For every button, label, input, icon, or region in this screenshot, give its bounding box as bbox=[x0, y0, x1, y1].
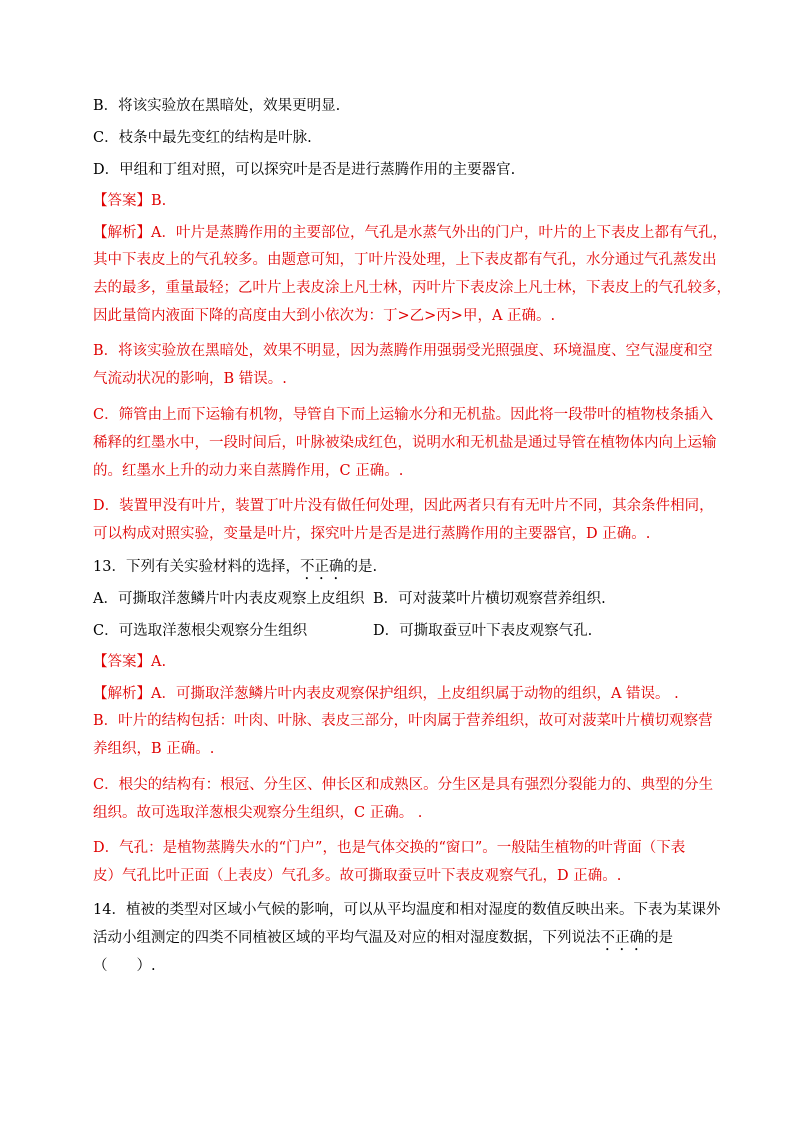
q13-analysis-line: D．气孔：是植物蒸腾失水的“门户”，也是气体交换的“窗口”。一般陆生植物的叶背面（下表 bbox=[93, 840, 686, 856]
q12-answer: 【答案】B. bbox=[93, 193, 167, 209]
q12-analysis-line: 气流动状况的影响，B 错误。. bbox=[93, 371, 287, 387]
q14-stem-emphasis: 不正确 bbox=[600, 930, 644, 946]
q13-option-c: C．可选取洋葱根尖观察分生组织 bbox=[93, 623, 308, 639]
q13-analysis-line: B．叶片的结构包括：叶肉、叶脉、表皮三部分，叶肉属于营养组织，故可对菠菜叶片横切观察营 bbox=[93, 713, 713, 729]
q13-analysis-line: 【解析】A．可撕取洋葱鳞片叶内表皮观察保护组织，上皮组织属于动物的组织，A 错误。 . bbox=[93, 686, 679, 702]
q13-option-b: B．可对菠菜叶片横切观察营养组织. bbox=[373, 591, 606, 607]
q12-analysis-line: 稀释的红墨水中，一段时间后，叶脉被染成红色，说明水和无机盐是通过导管在植物体内向上运输 bbox=[93, 435, 717, 451]
q13-analysis-line: 养组织，B 正确。. bbox=[93, 741, 215, 757]
q13-stem-emphasis: 不正确 bbox=[299, 559, 344, 575]
q12-analysis-line: C．筛管由上而下运输有机物，导管自下而上运输水分和无机盐。因此将一段带叶的植物枝条插入 bbox=[93, 407, 714, 423]
q12-option-c: C．枝条中最先变红的结构是叶脉. bbox=[93, 130, 312, 146]
q13-answer: 【答案】A. bbox=[93, 654, 167, 670]
q12-option-d: D．甲组和丁组对照，可以探究叶是否是进行蒸腾作用的主要器官. bbox=[93, 162, 516, 178]
q12-option-b: B．将该实验放在黑暗处，效果更明显. bbox=[93, 98, 341, 114]
q14-stem-line: 14．植被的类型对区域小气候的影响，可以从平均温度和相对湿度的数值反映出来。下表为某课外 bbox=[93, 902, 721, 918]
q12-analysis-line: 【解析】A．叶片是蒸腾作用的主要部位，气孔是水蒸气外出的门户，叶片的上下表皮上都有气孔， bbox=[93, 225, 727, 241]
q14-stem-text: 的是 bbox=[644, 930, 673, 946]
q13-analysis-line: 皮）气孔比叶正面（上表皮）气孔多。故可撕取蚕豆叶下表皮观察气孔，D 正确。. bbox=[93, 868, 622, 884]
q14-answer-blank: （ ）. bbox=[93, 958, 156, 974]
q12-analysis-line: D．装置甲没有叶片，装置丁叶片没有做任何处理，因此两者只有有无叶片不同，其余条件相同， bbox=[93, 498, 714, 514]
q12-analysis-line: 的。红墨水上升的动力来自蒸腾作用，C 正确。. bbox=[93, 463, 404, 479]
q13-stem-text: 13．下列有关实验材料的选择， bbox=[93, 559, 300, 575]
q12-analysis-line: 可以构成对照实验，变量是叶片，探究叶片是否是进行蒸腾作用的主要器官，D 正确。. bbox=[93, 526, 651, 542]
q13-analysis-line: 组织。故可选取洋葱根尖观察分生组织，C 正确。 . bbox=[93, 805, 423, 821]
q13-option-d: D．可撕取蚕豆叶下表皮观察气孔. bbox=[373, 623, 593, 639]
q14-stem-line bbox=[93, 928, 673, 954]
q13-stem bbox=[93, 557, 377, 583]
q12-analysis-line: B．将该实验放在黑暗处，效果不明显，因为蒸腾作用强弱受光照强度、环境温度、空气湿度和空 bbox=[93, 343, 713, 359]
q13-analysis-line: C．根尖的结构有：根冠、分生区、伸长区和成熟区。分生区是具有强烈分裂能力的、典型的分生 bbox=[93, 777, 714, 793]
q12-analysis-line: 其中下表皮上的气孔较多。由题意可知，丁叶片没处理，上下表皮都有气孔，水分通过气孔蒸发出 bbox=[93, 252, 717, 268]
q12-analysis-line: 去的最多，重量最轻；乙叶片上表皮涂上凡士林，丙叶片下表皮涂上凡士林，下表皮上的气孔较多， bbox=[93, 280, 731, 296]
q12-analysis-line: 因此量筒内液面下降的高度由大到小依次为：丁>乙>丙>甲，A 正确。. bbox=[93, 308, 556, 324]
q13-stem-text: 的是. bbox=[343, 559, 378, 575]
q14-stem-text: 活动小组测定的四类不同植被区域的平均气温及对应的相对湿度数据，下列说法 bbox=[93, 930, 601, 946]
q13-option-a: A．可撕取洋葱鳞片叶内表皮观察上皮组织 bbox=[93, 591, 365, 607]
